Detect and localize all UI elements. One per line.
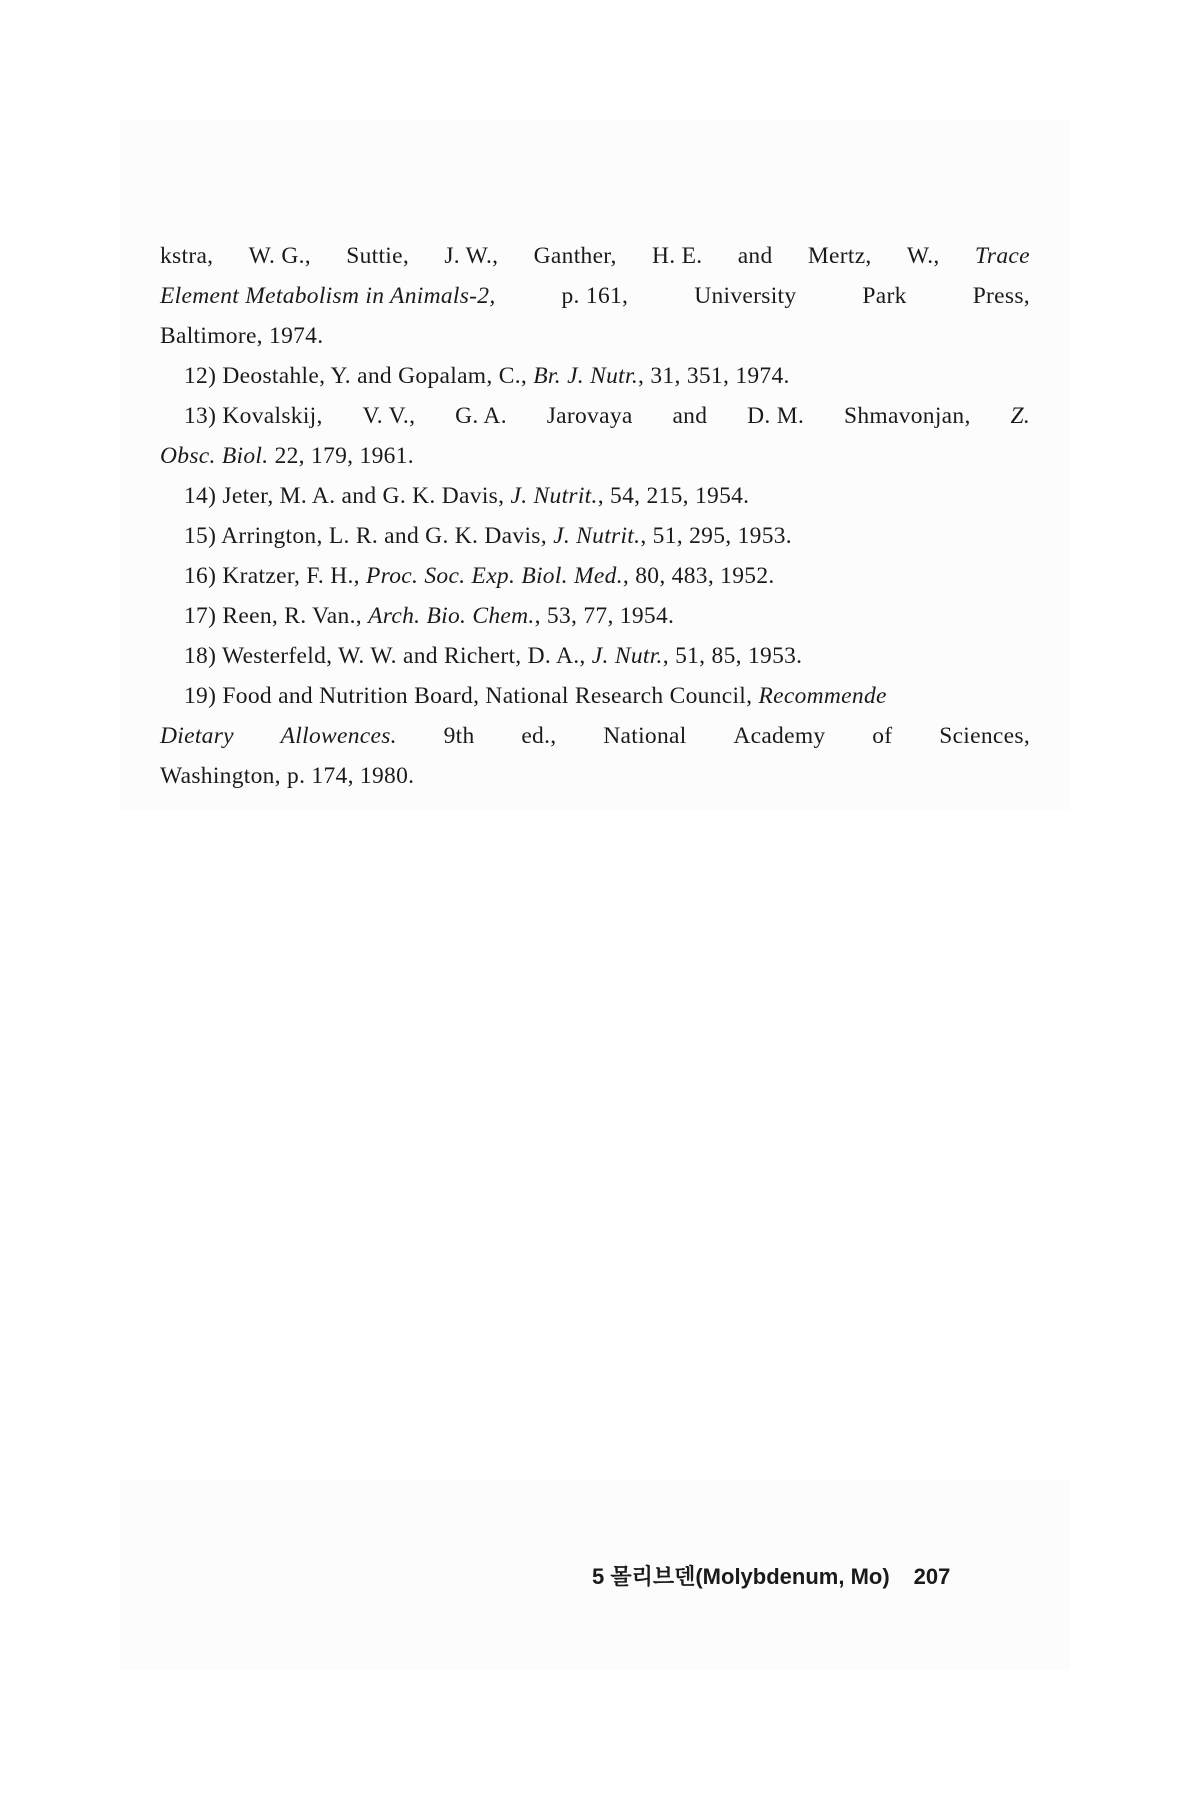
chapter-title: 5 몰리브덴(Molybdenum, Mo) bbox=[592, 1564, 890, 1589]
ref-13-journal: Obsc. Biol. bbox=[160, 443, 269, 469]
ref-16-journal: Proc. Soc. Exp. Biol. Med. bbox=[366, 563, 623, 589]
ref-13-journal-part: Z. bbox=[1010, 403, 1030, 429]
ref-19-token: 9th bbox=[443, 723, 475, 749]
ref-11-token: and bbox=[737, 243, 773, 269]
ref-15-authors: 15) Arrington, L. R. and G. K. Davis, bbox=[184, 523, 554, 549]
ref-19-token: of bbox=[872, 723, 893, 749]
ref-19-token: National bbox=[603, 723, 687, 749]
ref-19-token: ed., bbox=[521, 723, 557, 749]
ref-11-book-title-part: Trace bbox=[974, 243, 1030, 269]
ref-19-token: Sciences, bbox=[939, 723, 1030, 749]
ref-11-book-title: Element Metabolism in Animals-2, bbox=[160, 283, 496, 309]
ref-11-token: University bbox=[694, 283, 797, 309]
ref-11-line-3: Baltimore, 1974. bbox=[160, 323, 324, 349]
ref-13-token: Jarovaya bbox=[546, 403, 633, 429]
ref-17 bbox=[160, 596, 1030, 636]
ref-19-title-part: Allowences. bbox=[280, 723, 397, 749]
ref-14-authors: 14) Jeter, M. A. and G. K. Davis, bbox=[184, 483, 511, 509]
ref-12-details: , 31, 351, 1974. bbox=[638, 363, 790, 389]
ref-13-token: D. M. bbox=[747, 403, 805, 429]
ref-16-details: , 80, 483, 1952. bbox=[622, 563, 775, 589]
ref-13-token: V. V., bbox=[362, 403, 416, 429]
ref-13-token: Shmavonjan, bbox=[843, 403, 971, 429]
ref-13-line-1 bbox=[160, 396, 1030, 436]
ref-12-journal: Br. J. Nutr. bbox=[533, 363, 639, 389]
ref-11-line-2 bbox=[160, 276, 1030, 316]
ref-11-token: J. W., bbox=[444, 243, 499, 269]
running-footer bbox=[592, 1560, 950, 1591]
ref-11-line-1 bbox=[160, 236, 1030, 276]
ref-16-authors: 16) Kratzer, F. H., bbox=[184, 563, 366, 589]
ref-19-title-part: Recommende bbox=[758, 683, 887, 709]
ref-17-authors: 17) Reen, R. Van., bbox=[184, 603, 369, 629]
ref-11-token: Ganther, bbox=[533, 243, 617, 269]
ref-14-journal: J. Nutrit. bbox=[510, 483, 598, 509]
ref-18-journal: J. Nutr. bbox=[591, 643, 663, 669]
ref-14 bbox=[160, 476, 1030, 516]
ref-17-details: , 53, 77, 1954. bbox=[534, 603, 675, 629]
reference-list bbox=[160, 236, 1030, 796]
ref-14-details: , 54, 215, 1954. bbox=[597, 483, 750, 509]
ref-11-token: Suttie, bbox=[346, 243, 410, 269]
ref-19-line-3: Washington, p. 174, 1980. bbox=[160, 763, 415, 789]
ref-18 bbox=[160, 636, 1030, 676]
ref-13-details: 22, 179, 1961. bbox=[268, 443, 414, 469]
ref-12 bbox=[160, 356, 1030, 396]
ref-19-title-part: Dietary bbox=[160, 723, 234, 749]
ref-17-journal: Arch. Bio. Chem. bbox=[368, 603, 535, 629]
ref-13-line-2 bbox=[160, 436, 1030, 476]
ref-15-journal: J. Nutrit. bbox=[553, 523, 641, 549]
ref-18-details: , 51, 85, 1953. bbox=[662, 643, 803, 669]
ref-19-authors: 19) Food and Nutrition Board, National Research Council, bbox=[184, 683, 759, 709]
ref-19-line-2 bbox=[160, 716, 1030, 756]
ref-11-token: kstra, bbox=[160, 243, 214, 269]
ref-11-token: Park bbox=[862, 283, 907, 309]
ref-11-token: Press, bbox=[972, 283, 1030, 309]
ref-19-token: Academy bbox=[733, 723, 826, 749]
ref-11-token: W. G., bbox=[248, 243, 311, 269]
ref-15-details: , 51, 295, 1953. bbox=[640, 523, 792, 549]
ref-11-token: Mertz, bbox=[807, 243, 872, 269]
ref-11-token: H. E. bbox=[651, 243, 703, 269]
ref-16 bbox=[160, 556, 1030, 596]
page-number: 207 bbox=[913, 1564, 951, 1589]
ref-13-token: 13) Kovalskij, bbox=[184, 403, 323, 429]
ref-13-token: G. A. bbox=[455, 403, 507, 429]
ref-19-line-1 bbox=[160, 676, 1030, 716]
ref-11-token: W., bbox=[906, 243, 940, 269]
ref-15 bbox=[160, 516, 1030, 556]
ref-11-token: p. 161, bbox=[561, 283, 629, 309]
ref-12-authors: 12) Deostahle, Y. and Gopalam, C., bbox=[184, 363, 534, 389]
ref-13-token: and bbox=[672, 403, 708, 429]
ref-18-authors: 18) Westerfeld, W. W. and Richert, D. A., bbox=[184, 643, 592, 669]
